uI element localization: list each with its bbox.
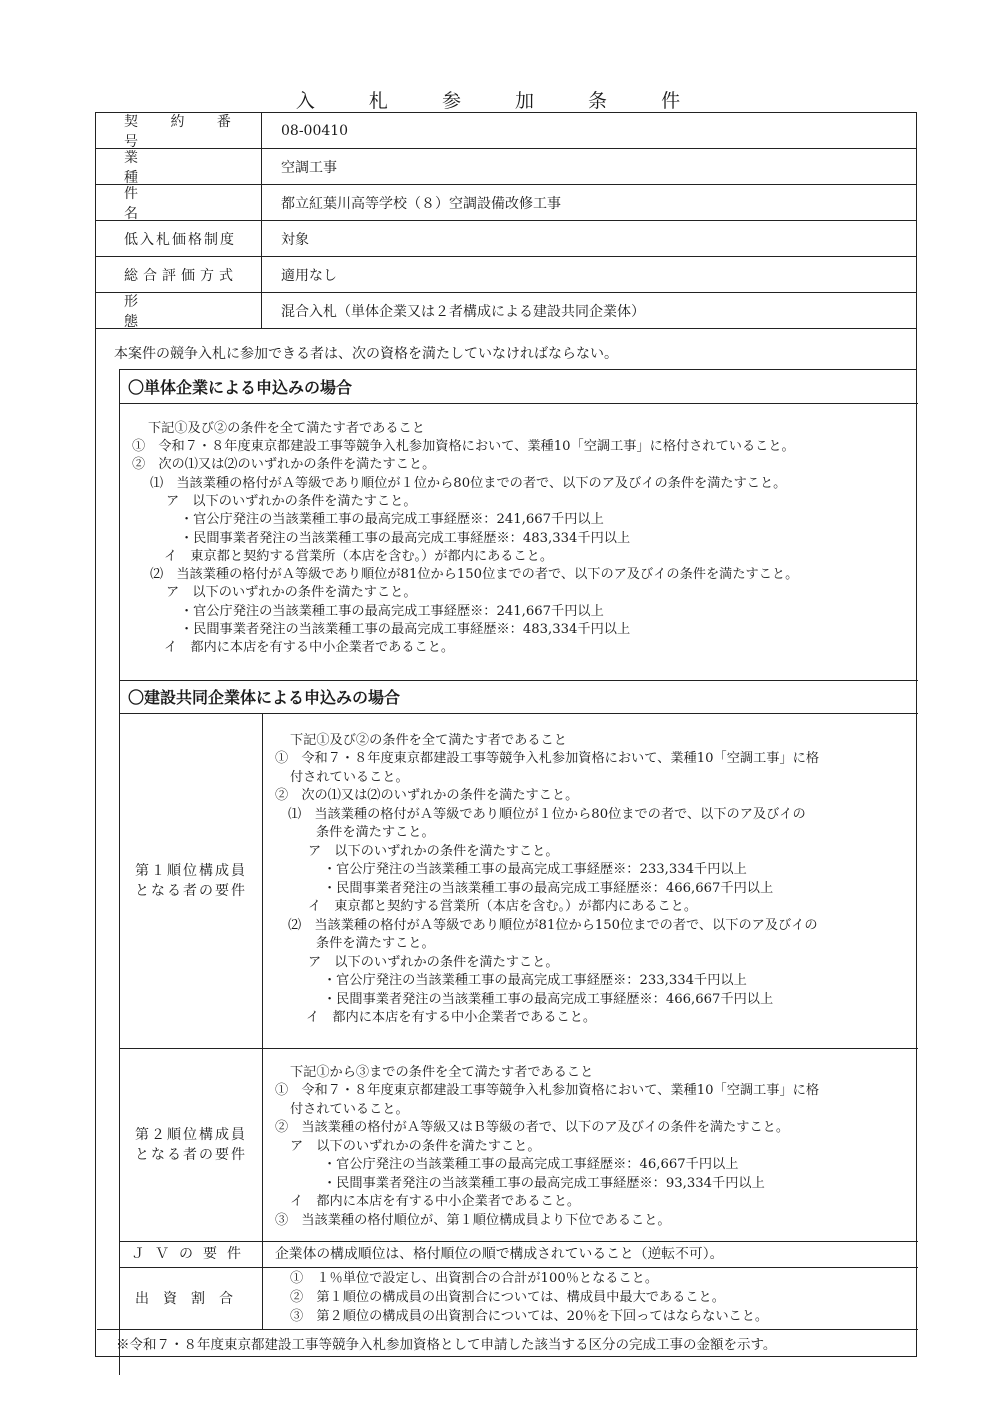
second-rank-line: ア 以下のいずれかの条件を満たすこと。 (290, 1139, 541, 1154)
row-value: 08-00410 (281, 122, 349, 139)
first-rank-line: イ 東京都と契約する営業所（本店を含む。）が都内にあること。 (308, 899, 698, 914)
intro-text: 本案件の競争入札に参加できる者は、次の資格を満たしていなければならない。 (114, 346, 618, 362)
first-rank-line: ・官公庁発注の当該業種工事の最高完成工事経歴※：233,334千円以上 (323, 862, 747, 877)
single-line: ア 以下のいずれかの条件を満たすこと。 (166, 494, 417, 509)
row-form (96, 293, 916, 329)
first-rank-line: 条件を満たすこと。 (316, 936, 435, 951)
row-label: 業 種 (96, 149, 262, 184)
single-line: イ 東京都と契約する営業所（本店を含む。）が都内にあること。 (164, 549, 554, 564)
row-low-bid-system (96, 221, 916, 257)
first-rank-label (120, 714, 263, 1048)
row-label: 契 約 番 号 (96, 113, 262, 148)
jv-requirement-label: ＪＶの要件 (120, 1241, 263, 1267)
single-line: ・民間事業者発注の当該業種工事の最高完成工事経歴※：483,334千円以上 (180, 622, 631, 637)
first-rank-line: イ 都内に本店を有する中小企業者であること。 (306, 1010, 597, 1025)
single-line: ② 次の⑴又は⑵のいずれかの条件を満たすこと。 (132, 457, 436, 472)
first-rank-line: 条件を満たすこと。 (316, 825, 435, 840)
single-line: ① 令和７・８年度東京都建設工事等競争入札参加資格において、業種10「空調工事」に格付されていること。 (132, 439, 795, 454)
second-rank-line: ・官公庁発注の当該業種工事の最高完成工事経歴※：46,667千円以上 (323, 1157, 739, 1172)
first-rank-line: ⑵ 当該業種の格付がＡ等級であり順位が81位から150位までの者で、以下のア及びイの (288, 918, 818, 933)
first-rank-line: ① 令和７・８年度東京都建設工事等競争入札参加資格において、業種10「空調工事」に格 (275, 751, 820, 766)
row-value: 混合入札（単体企業又は２者構成による建設共同企業体） (281, 303, 645, 320)
single-line: ア 以下のいずれかの条件を満たすこと。 (166, 585, 417, 600)
second-rank-line: ・民間事業者発注の当該業種工事の最高完成工事経歴※：93,334千円以上 (323, 1176, 765, 1191)
second-rank-line: ② 当該業種の格付がＡ等級又はＢ等級の者で、以下のア及びイの条件を満たすこと。 (275, 1120, 790, 1135)
row-subject (96, 185, 916, 221)
jv-requirement-value: 企業体の構成順位は、格付順位の順で構成されていること（逆転不可）。 (275, 1246, 724, 1262)
second-rank-line: 付されていること。 (290, 1102, 409, 1117)
single-line: 下記①及び②の条件を全て満たす者であること (148, 421, 425, 436)
row-value: 都立紅葉川高等学校（８）空調設備改修工事 (281, 195, 561, 212)
first-rank-line: ・官公庁発注の当該業種工事の最高完成工事経歴※：233,334千円以上 (323, 973, 747, 988)
first-rank-line: ⑴ 当該業種の格付がＡ等級であり順位が１位から80位までの者で、以下のア及びイの (288, 807, 806, 822)
footnote: ※令和７・８年度東京都建設工事等競争入札参加資格として申請した該当する区分の完成工事の金額を示す。 (116, 1337, 777, 1353)
conditions-table (95, 112, 917, 1357)
row-label: 件 名 (96, 185, 262, 220)
second-rank-line: ① 令和７・８年度東京都建設工事等競争入札参加資格において、業種10「空調工事」に格 (275, 1083, 820, 1098)
row-value: 空調工事 (281, 159, 337, 176)
second-rank-label-line2: となる者の要件 (135, 1146, 247, 1163)
first-rank-line: ア 以下のいずれかの条件を満たすこと。 (308, 955, 559, 970)
investment-ratio-label: 出資割合 (120, 1267, 263, 1330)
second-rank-line: ③ 当該業種の格付順位が、第１順位構成員より下位であること。 (275, 1213, 671, 1228)
second-rank-line: イ 都内に本店を有する中小企業者であること。 (290, 1194, 581, 1209)
row-label: 形 態 (96, 293, 262, 328)
second-rank-label-line1: 第２順位構成員 (135, 1126, 247, 1143)
row-contract-number (96, 113, 916, 149)
row-label: 低入札価格制度 (96, 221, 262, 256)
second-rank-label (120, 1048, 263, 1241)
second-rank-line: 下記①から③までの条件を全て満たす者であること (290, 1065, 594, 1080)
single-line: ・官公庁発注の当該業種工事の最高完成工事経歴※：241,667千円以上 (180, 512, 604, 527)
jv-section-heading: 〇建設共同企業体による申込みの場合 (120, 680, 918, 714)
divider (97, 1329, 918, 1330)
first-rank-line: ・民間事業者発注の当該業種工事の最高完成工事経歴※：466,667千円以上 (323, 881, 774, 896)
row-industry (96, 149, 916, 185)
first-rank-line: ② 次の⑴又は⑵のいずれかの条件を満たすこと。 (275, 788, 579, 803)
row-value: 対象 (281, 231, 309, 248)
first-rank-line: 下記①及び②の条件を全て満たす者であること (290, 733, 567, 748)
single-line: ⑵ 当該業種の格付がＡ等級であり順位が81位から150位までの者で、以下のア及びイの条件を満たすこと。 (150, 567, 799, 582)
single-line: ⑴ 当該業種の格付がＡ等級であり順位が１位から80位までの者で、以下のア及びイの条件を満たすこと。 (150, 476, 787, 491)
requirements-box (119, 369, 917, 1375)
row-evaluation-method (96, 257, 916, 293)
ratio-line: ① １％単位で設定し、出資割合の合計が100％となること。 (290, 1271, 659, 1286)
row-label: 総合評価方式 (96, 257, 262, 292)
first-rank-line: 付されていること。 (290, 770, 409, 785)
row-value: 適用なし (281, 267, 337, 284)
single-line: イ 都内に本店を有する中小企業者であること。 (164, 640, 455, 655)
ratio-line: ② 第１順位の構成員の出資割合については、構成員中最大であること。 (290, 1290, 725, 1305)
first-rank-line: ア 以下のいずれかの条件を満たすこと。 (308, 844, 559, 859)
first-rank-label-line2: となる者の要件 (135, 883, 247, 899)
single-line: ・民間事業者発注の当該業種工事の最高完成工事経歴※：483,334千円以上 (180, 531, 631, 546)
single-line: ・官公庁発注の当該業種工事の最高完成工事経歴※：241,667千円以上 (180, 604, 604, 619)
first-rank-label-line1: 第１順位構成員 (135, 863, 247, 879)
page-title: 入 札 参 加 条 件 (295, 90, 705, 112)
ratio-line: ③ 第２順位の構成員の出資割合については、20％を下回ってはならないこと。 (290, 1309, 769, 1324)
first-rank-line: ・民間事業者発注の当該業種工事の最高完成工事経歴※：466,667千円以上 (323, 992, 774, 1007)
single-section-heading: 〇単体企業による申込みの場合 (120, 370, 918, 404)
